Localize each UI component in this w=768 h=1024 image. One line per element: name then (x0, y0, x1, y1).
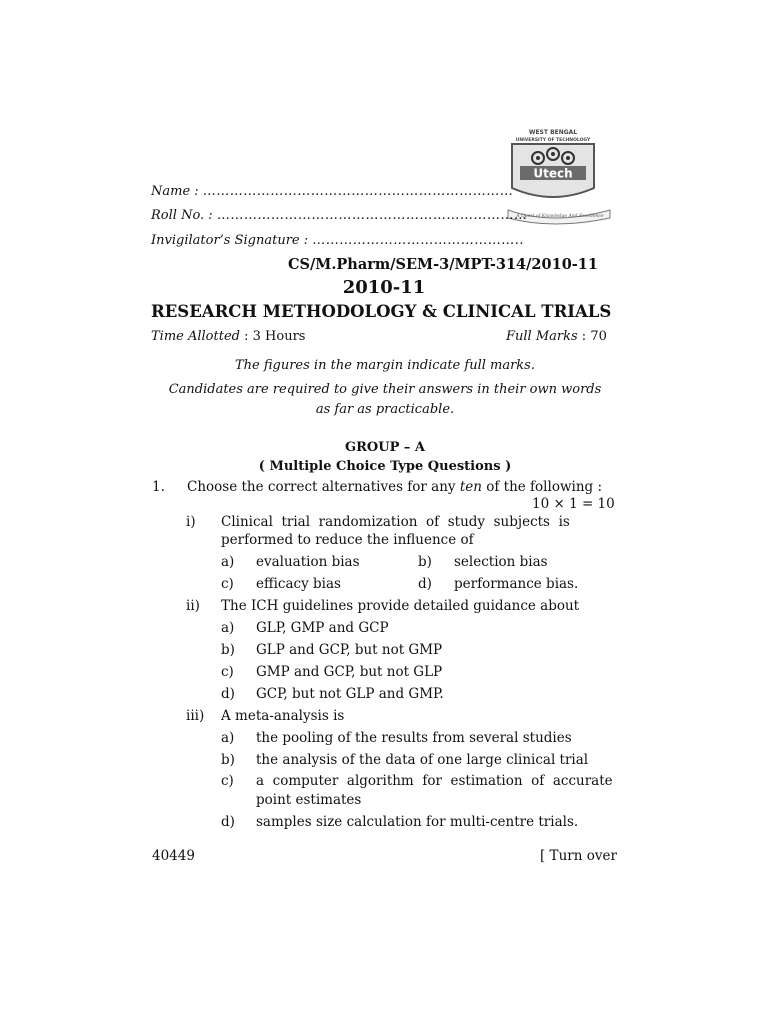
option-text: samples size calculation for multi-centre trials. (256, 814, 579, 830)
option-label: d) (418, 576, 432, 592)
option-label: a) (221, 730, 235, 746)
sub-question-ii-number: ii) (186, 598, 200, 614)
invigilator-dots: ……………………………………….. (312, 233, 525, 248)
marks-label: Full Marks (506, 329, 578, 344)
sub-question-ii-text: The ICH guidelines provide detailed guidance about (221, 598, 580, 614)
option-text: the analysis of the data of one large clinical trial (256, 752, 589, 768)
logo-motto: A Quest of Knowledge And Excellence (516, 214, 604, 219)
name-label: Name : (151, 184, 203, 199)
option-text: GLP and GCP, but not GMP (256, 642, 443, 658)
logo-top-text: WEST BENGAL (528, 129, 578, 136)
option-label: c) (221, 664, 234, 680)
instruction-line-2: Candidates are required to give their answers in their own words (168, 382, 602, 397)
question-text-post: of the following : (481, 479, 602, 495)
time-allotted (151, 329, 305, 344)
logo-sub-text: UNIVERSITY OF TECHNOLOGY (515, 138, 591, 143)
name-dots: …………………………………………………………… (202, 184, 514, 199)
exam-year-text: 2010-11 (342, 277, 426, 298)
time-label: Time Allotted (151, 329, 240, 344)
logo-name: Utech (533, 166, 573, 181)
option-text: evaluation bias (256, 554, 360, 570)
option-text: GMP and GCP, but not GLP (256, 664, 443, 680)
option-label: b) (221, 752, 235, 768)
group-subtitle: ( Multiple Choice Type Questions ) (258, 459, 512, 474)
invigilator-field (151, 233, 524, 248)
option-text: performance bias. (454, 576, 579, 592)
question-text-pre: Choose the correct alternatives for any (187, 479, 460, 495)
option-text-line-2: point estimates (256, 792, 362, 808)
sub-question-iii-text: A meta-analysis is (221, 708, 345, 724)
option-text: selection bias (454, 554, 548, 570)
sub-question-i-number: i) (186, 514, 196, 530)
sub-question-iii-number: iii) (186, 708, 205, 724)
exam-year (0, 277, 768, 298)
question-text-ten: ten (459, 479, 482, 495)
time-value: : 3 Hours (239, 329, 306, 344)
option-text: GCP, but not GLP and GMP. (256, 686, 444, 702)
name-field (151, 184, 513, 199)
option-label: c) (221, 576, 234, 592)
instruction-line-3: as far as practicable. (315, 402, 455, 417)
sub-question-i-line-2: performed to reduce the influence of (221, 532, 474, 548)
full-marks (506, 329, 607, 344)
sub-question-i-line-1: Clinical trial randomization of study subjects is (221, 514, 570, 530)
instruction-line-1: The figures in the margin indicate full marks. (234, 358, 535, 373)
turn-over: [ Turn over (540, 848, 617, 864)
roll-label: Roll No. : (151, 208, 217, 223)
group-title: GROUP – A (345, 440, 425, 455)
option-label: d) (221, 814, 235, 830)
invigilator-label: Invigilator’s Signature : (151, 233, 313, 248)
option-label: d) (221, 686, 235, 702)
paper-title: RESEARCH METHODOLOGY & CLINICAL TRIALS (151, 302, 612, 321)
page-code: 40449 (152, 848, 195, 864)
paper-code: CS/M.Pharm/SEM-3/MPT-314/2010-11 (288, 256, 598, 273)
option-label: b) (221, 642, 235, 658)
option-label: b) (418, 554, 432, 570)
question-text (187, 479, 602, 495)
roll-dots: …………………………………………………………… (216, 208, 528, 223)
question-number: 1. (152, 479, 165, 495)
question-marks: 10 × 1 = 10 (532, 496, 615, 512)
roll-field (151, 208, 527, 223)
option-label: a) (221, 620, 235, 636)
option-text: the pooling of the results from several studies (256, 730, 572, 746)
option-label: a) (221, 554, 235, 570)
option-text-line-1: a computer algorithm for estimation of accurate (256, 773, 613, 789)
option-text: GLP, GMP and GCP (256, 620, 389, 636)
option-text: efficacy bias (256, 576, 341, 592)
option-label: c) (221, 773, 234, 789)
marks-value: : 70 (577, 329, 607, 344)
